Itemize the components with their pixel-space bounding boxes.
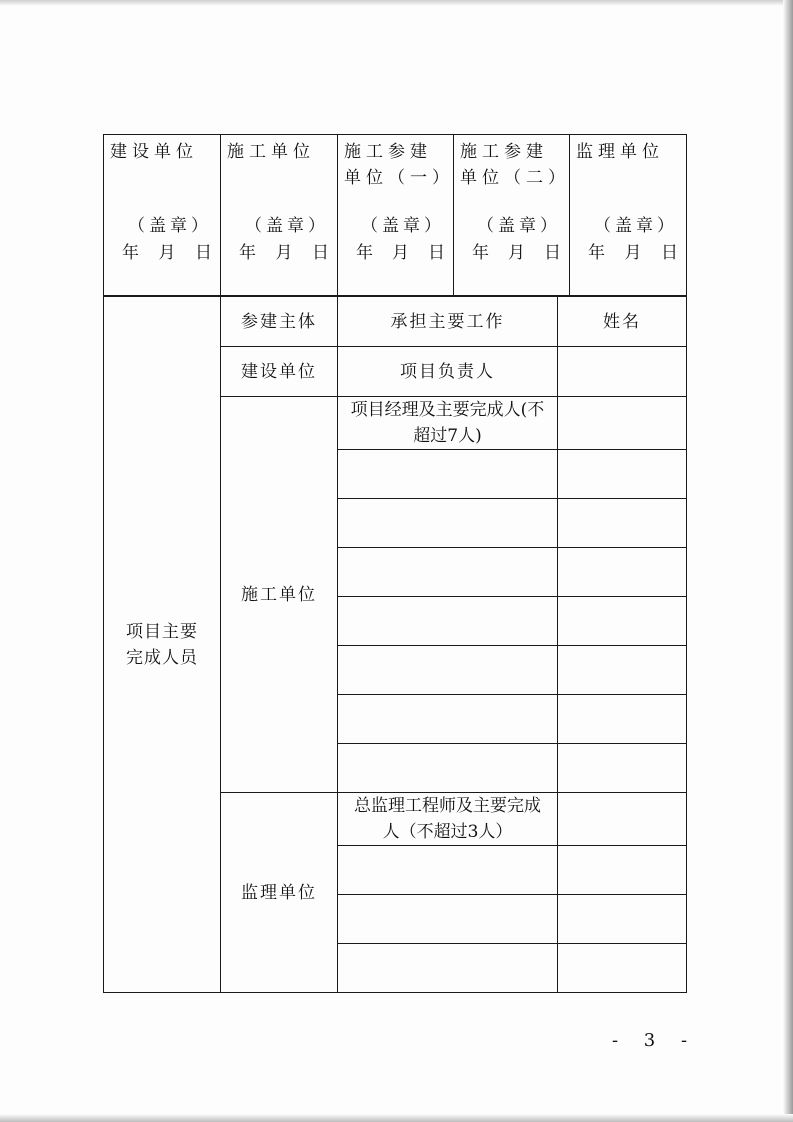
seal-label: （盖章） [245,216,329,236]
date-day: 日 [312,243,329,263]
date-year: 年 [356,243,373,263]
name-cell[interactable] [558,695,687,744]
name-cell[interactable] [558,450,687,499]
work-cell[interactable] [338,548,558,597]
date-line [588,240,678,266]
signature-cell-supervisor[interactable] [570,135,687,296]
seal-label: （盖章） [128,216,212,236]
signature-cell-owner[interactable] [104,135,221,296]
signature-title: 建设单位 [110,142,198,162]
table-header-row [104,297,687,347]
personnel-table [103,296,687,993]
seal-label: （盖章） [594,216,678,236]
name-cell[interactable] [558,793,687,846]
scan-shadow-top [0,0,793,6]
work-cell[interactable] [338,895,558,944]
role-contractor-text: 项目经理及主要完成人(不超过7人) [350,400,545,446]
signature-cell-contractor[interactable] [221,135,338,296]
name-cell[interactable] [558,499,687,548]
seal-label: （盖章） [361,216,445,236]
name-cell[interactable] [558,895,687,944]
header-entity: 参建主体 [221,297,338,347]
work-cell[interactable] [338,597,558,646]
date-month: 月 [508,243,525,263]
date-day: 日 [661,243,678,263]
page-number: - 3 - [612,1030,698,1051]
signature-title: 监理单位 [576,142,664,162]
scan-shadow-bottom [0,1114,793,1122]
name-cell[interactable] [558,347,687,397]
date-year: 年 [122,243,139,263]
name-cell[interactable] [558,597,687,646]
date-year: 年 [588,243,605,263]
work-cell[interactable] [338,450,558,499]
date-line [122,240,212,266]
date-year: 年 [239,243,256,263]
date-month: 月 [624,243,642,263]
role-owner: 项目负责人 [338,347,558,397]
date-month: 月 [275,243,293,263]
signature-title: 施工参建单位（一） [344,142,454,188]
date-day: 日 [195,243,212,263]
work-cell[interactable] [338,744,558,793]
header-name: 姓名 [558,297,687,347]
name-cell[interactable] [558,397,687,450]
seal-label: （盖章） [477,216,561,236]
name-cell[interactable] [558,846,687,895]
name-cell[interactable] [558,744,687,793]
date-line [239,240,329,266]
entity-supervisor: 监理单位 [221,793,338,993]
date-month: 月 [392,243,409,263]
name-cell[interactable] [558,548,687,597]
date-day: 日 [544,243,561,263]
work-cell[interactable] [338,646,558,695]
signature-row [104,135,687,296]
section-label-cell [104,297,221,993]
date-year: 年 [472,243,489,263]
entity-owner: 建设单位 [221,347,338,397]
signature-cell-participant-2[interactable] [454,135,570,296]
role-supervisor [338,793,558,846]
signature-table [103,134,687,296]
date-line [472,240,561,266]
work-cell[interactable] [338,499,558,548]
work-cell[interactable] [338,695,558,744]
work-cell[interactable] [338,944,558,993]
role-contractor [338,397,558,450]
signature-cell-participant-1[interactable] [338,135,454,296]
date-line [356,240,445,266]
signature-title: 施工参建单位（二） [460,142,570,188]
section-label: 项目主要完成人员 [126,621,198,668]
name-cell[interactable] [558,944,687,993]
signature-title: 施工单位 [227,142,315,162]
work-cell[interactable] [338,846,558,895]
entity-contractor: 施工单位 [221,397,338,793]
role-supervisor-text: 总监理工程师及主要完成人（不超过3人） [354,796,541,842]
date-day: 日 [428,243,445,263]
header-work: 承担主要工作 [338,297,558,347]
name-cell[interactable] [558,646,687,695]
scan-shadow-right [783,0,793,1122]
date-month: 月 [158,243,176,263]
